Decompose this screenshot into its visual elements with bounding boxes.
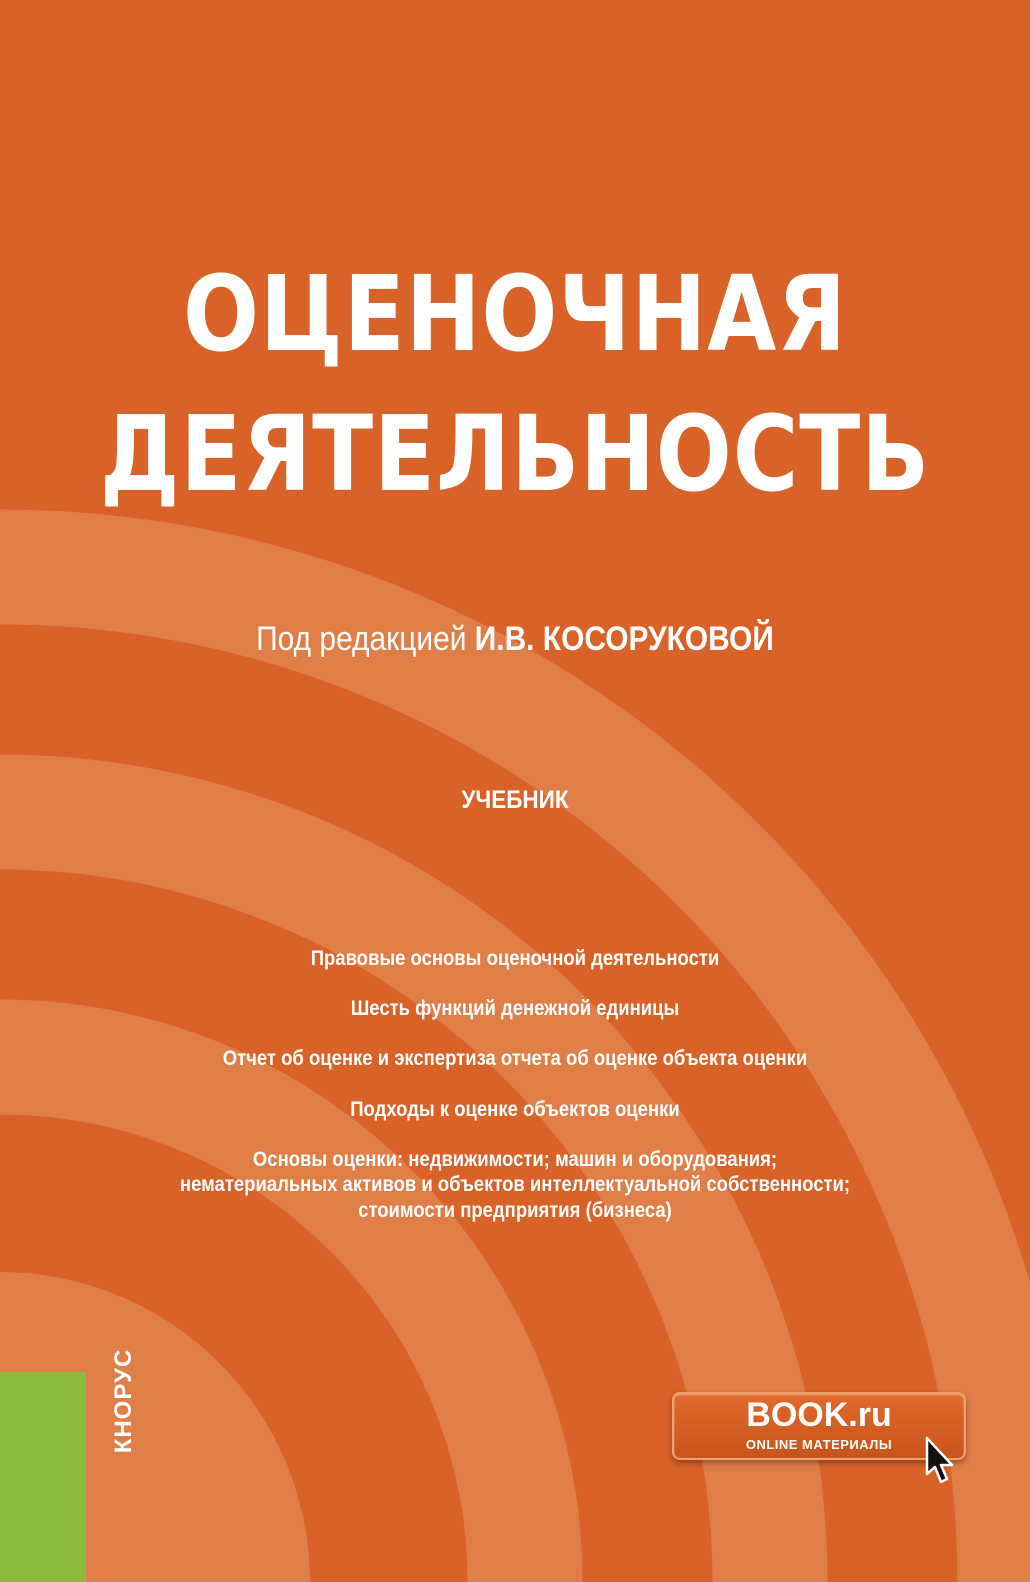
bookru-badge (672, 1392, 966, 1460)
topics-list (62, 946, 968, 1249)
bookru-brand: BOOK.ru (746, 1396, 892, 1434)
cursor-arrow-icon (924, 1436, 958, 1490)
topic-line: Основы оценки: недвижимости; машин и оборудования; (252, 1147, 778, 1171)
book-genre: УЧЕБНИК (461, 786, 569, 814)
topic-item: Подходы к оценке объектов оценки (350, 1097, 680, 1121)
book-title-line-1: ОЦЕНОЧНАЯ (183, 253, 847, 375)
topic-line: нематериальных активов и объектов интеллектуальной собственности; (179, 1173, 851, 1197)
publisher-stripe (0, 1372, 86, 1582)
editor-credit (62, 622, 968, 656)
editor-name: И.В. КОСОРУКОВОЙ (474, 620, 774, 658)
topic-item: Правовые основы оценочной деятельности (310, 947, 720, 970)
editor-prefix: Под редакцией (256, 620, 467, 658)
publisher-logo (104, 1336, 144, 1466)
topic-line: стоимости предприятия (бизнеса) (358, 1198, 672, 1222)
bookru-subtitle: ONLINE МАТЕРИАЛЫ (745, 1437, 893, 1452)
publisher-name: КНОРУС (110, 1348, 137, 1454)
topic-item: Отчет об оценке и экспертиза отчета об оценке объекта оценки (222, 1047, 808, 1071)
book-title-line-2: ДЕЯТЕЛЬНОСТЬ (99, 393, 931, 515)
topic-item-multiline (62, 1147, 968, 1224)
topic-item: Шесть функций денежной единицы (350, 997, 680, 1021)
